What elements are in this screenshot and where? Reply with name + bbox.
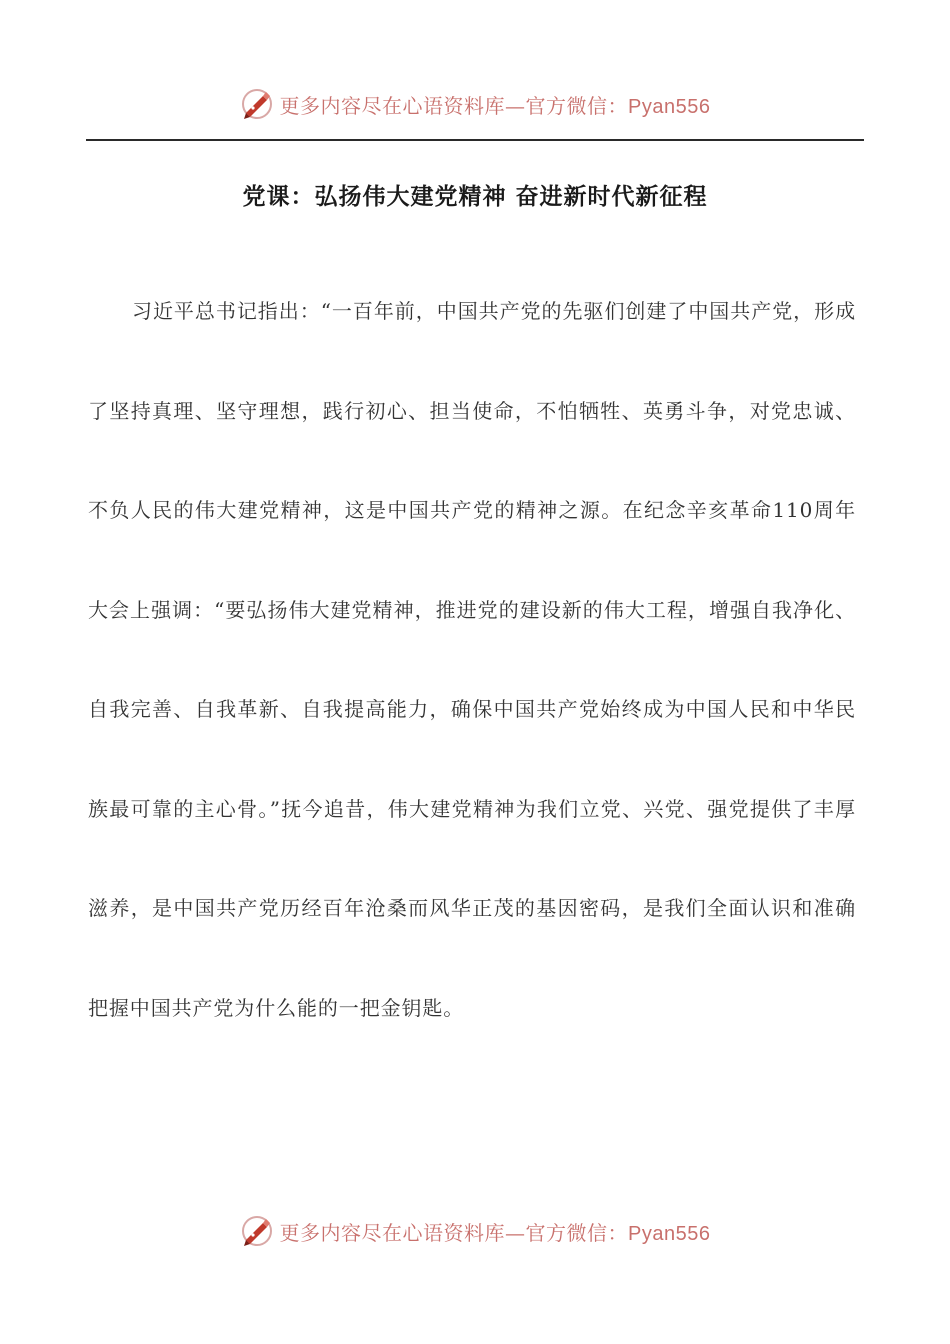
- pen-nib-logo-icon: [240, 87, 274, 121]
- document-title: 党课：弘扬伟大建党精神 奋进新时代新征程: [242, 184, 708, 210]
- footer-banner-handle: Pyan556: [628, 1222, 711, 1245]
- header-banner: [0, 84, 950, 124]
- header-divider: [86, 139, 864, 141]
- footer-banner: [0, 1211, 950, 1251]
- footer-banner-text: [280, 1217, 711, 1246]
- pen-nib-logo-icon: [240, 1214, 274, 1248]
- body-paragraph: 习近平总书记指出：“一百年前，中国共产党的先驱们创建了中国共产党，形成了坚持真理、坚守理想，践行初心、担当使命，不怕牺牲、英勇斗争，对党忠诚、不负人民的伟大建党精神，这是中国共产党的精神之源。在纪念辛亥革命110周年大会上强调：“要弘扬伟大建党精神，推进党的建设新的伟大工程，增强自我净化、自我完善、自我革新、自我提高能力，确保中国共产党始终成为中国人民和中华民族最可靠的主心骨。”抚今追昔，伟大建党精神为我们立党、兴党、强党提供了丰厚滋养，是中国共产党历经百年沧桑而风华正茂的基因密码，是我们全面认识和准确把握中国共产党为什么能的一把金钥匙。: [88, 299, 856, 1020]
- header-banner-handle: Pyan556: [628, 95, 711, 118]
- header-banner-text: [280, 90, 711, 119]
- header-banner-prefix: 更多内容尽在心语资料库—官方微信：: [279, 93, 629, 118]
- footer-banner-prefix: 更多内容尽在心语资料库—官方微信：: [279, 1220, 629, 1245]
